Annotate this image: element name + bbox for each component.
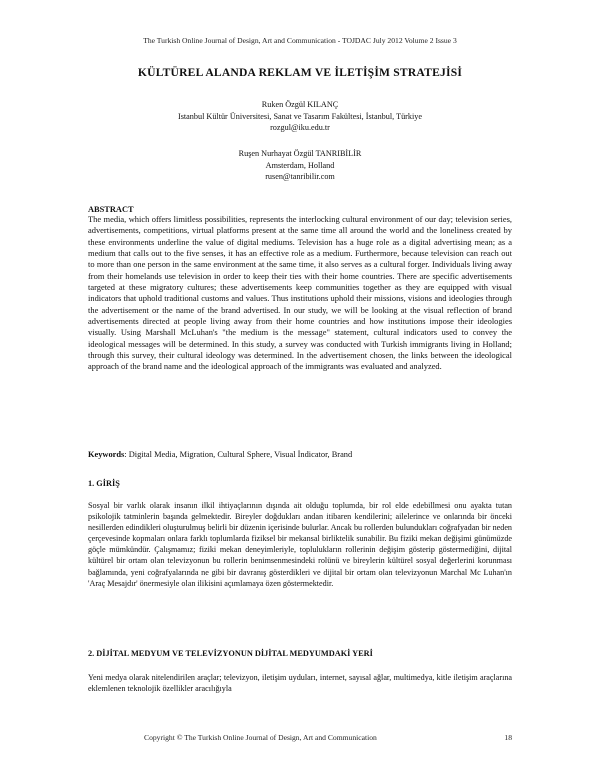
running-header: The Turkish Online Journal of Design, Art and Communication - TOJDAC July 2012 Volume 2 Issue 3 xyxy=(143,36,457,45)
abstract-heading: ABSTRACT xyxy=(88,205,134,214)
author-name: Ruken Özgül KILANÇ xyxy=(261,100,339,109)
footer-copyright: Copyright © The Turkish Online Journal of Design, Art and Communication xyxy=(144,733,377,742)
section-body-giris: Sosyal bir varlık olarak insanın ilkil ihtiyaçlarının dışında ait olduğu toplumda, bir rol elde edebillmesi onu ayakta tutan psikolojik tatminlerin başında gelmektedir. Bireyler doğdukları andan itibaren kendilerini; ailelerince ve onlarında bir önceki nesillerden edindikleri oluşturulmuş belirli bir düzenin içerisinde bulurlar. Ancak bu rollerden bulundukları coğrafyadan bir neden çerçevesinde kopmaları onlara farklı toplumlarda fiziksel bir mekansal birliktelik sunabilir. Bu fiziki mekan değişimi günümüzde göçle mümkündür. Çalışmamız; fiziki mekan deneyimleriyle, toplulukların rollerinin değişim gösterip göstermediğini, dijital kültürel bir ortam olan televizyonun bu rollerin benimsenmesindeki rolünü ve bireylerin kültürel sosyal değerlerini korunması bağlamında, yeni coğrafyalarında ne gibi bir davranış gösterdikleri ve dijital bir ortam olan televizyonun Marchal Mc Luhan'ın 'Araç Mesajdır' önermesiyle olan ilikisini açımlamaya özen göstermektedir. xyxy=(88,501,512,588)
author-affiliation: Amsterdam, Holland xyxy=(265,160,335,170)
section-body-dijital-medyum: Yeni medya olarak nitelendirilen araçlar; televizyon, iletişim uyduları, internet, sayısal ağlar, multimedya, kitle iletişim araçlarına eklemlenen teknolojik özellikler aracılığıyla xyxy=(88,673,512,694)
author-name: Ruşen Nurhayat Özgül TANRIBİLİR xyxy=(238,149,362,158)
page-number: 18 xyxy=(504,733,512,742)
section-heading-dijital-medyum: 2. DİJİTAL MEDYUM VE TELEVİZYONUN DİJİTAL MEDYUMDAKİ YERİ xyxy=(88,649,373,658)
keywords-label: Keywords xyxy=(88,450,125,459)
author-block-1 xyxy=(88,99,512,134)
author-email: rusen@tanribilir.com xyxy=(265,172,335,181)
article-title: KÜLTÜREL ALANDA REKLAM VE İLETİŞİM STRATEJİSİ xyxy=(137,66,463,79)
author-block-2 xyxy=(88,148,512,183)
section-heading-giris: 1. GİRİŞ xyxy=(88,479,120,488)
keywords-line xyxy=(88,450,512,459)
author-affiliation: Istanbul Kültür Üniversitesi, Sanat ve Tasarım Fakültesi, İstanbul, Türkiye xyxy=(177,111,423,121)
author-email: rozgul@iku.edu.tr xyxy=(270,123,330,132)
keywords-list: : Digital Media, Migration, Cultural Sphere, Visual İndicator, Brand xyxy=(124,450,353,459)
abstract-body: The media, which offers limitless possibilities, represents the interlocking cultural environment of our day; television series, advertisements, competitions, virtual platforms present at the same time all around the world and the loneliness created by these environments underline the value of digital mediums. Television has a huge role as a digital advertising mean; as a medium that calls out to the five senses, it has an effective role as a medium. Furthermore, because television can reach out to more than one person in the same environment at the same time, it also serves as a cultural forger. Individuals living away from their homelands use television in order to keep their ties with their home countries. There are specific advertisements targeted at these migratory cultures; these advertisements keep communities together as they are equipped with visual indicators that uphold traditional customs and values. Thus institutions uphold their missions, visions and ideologies through the advertisement or the name of the brand advertised. In our study, we will be looking at the visual reflection of brand advertisements directed at people living away from their home countries and how institutions impose their ideologies visually. Using Marshall McLuhan's "the medium is the message" statement, cultural indicators used to convey the ideological messages will be determined. In this study, a survey was conducted with Turkish immigrants living in Holland; through this survey, their cultural ideology was determined. In the advertisement chosen, the links between the ideological approach of the brand name and the ideological approach of the immigrants was evaluated and analyzed. xyxy=(88,214,512,372)
